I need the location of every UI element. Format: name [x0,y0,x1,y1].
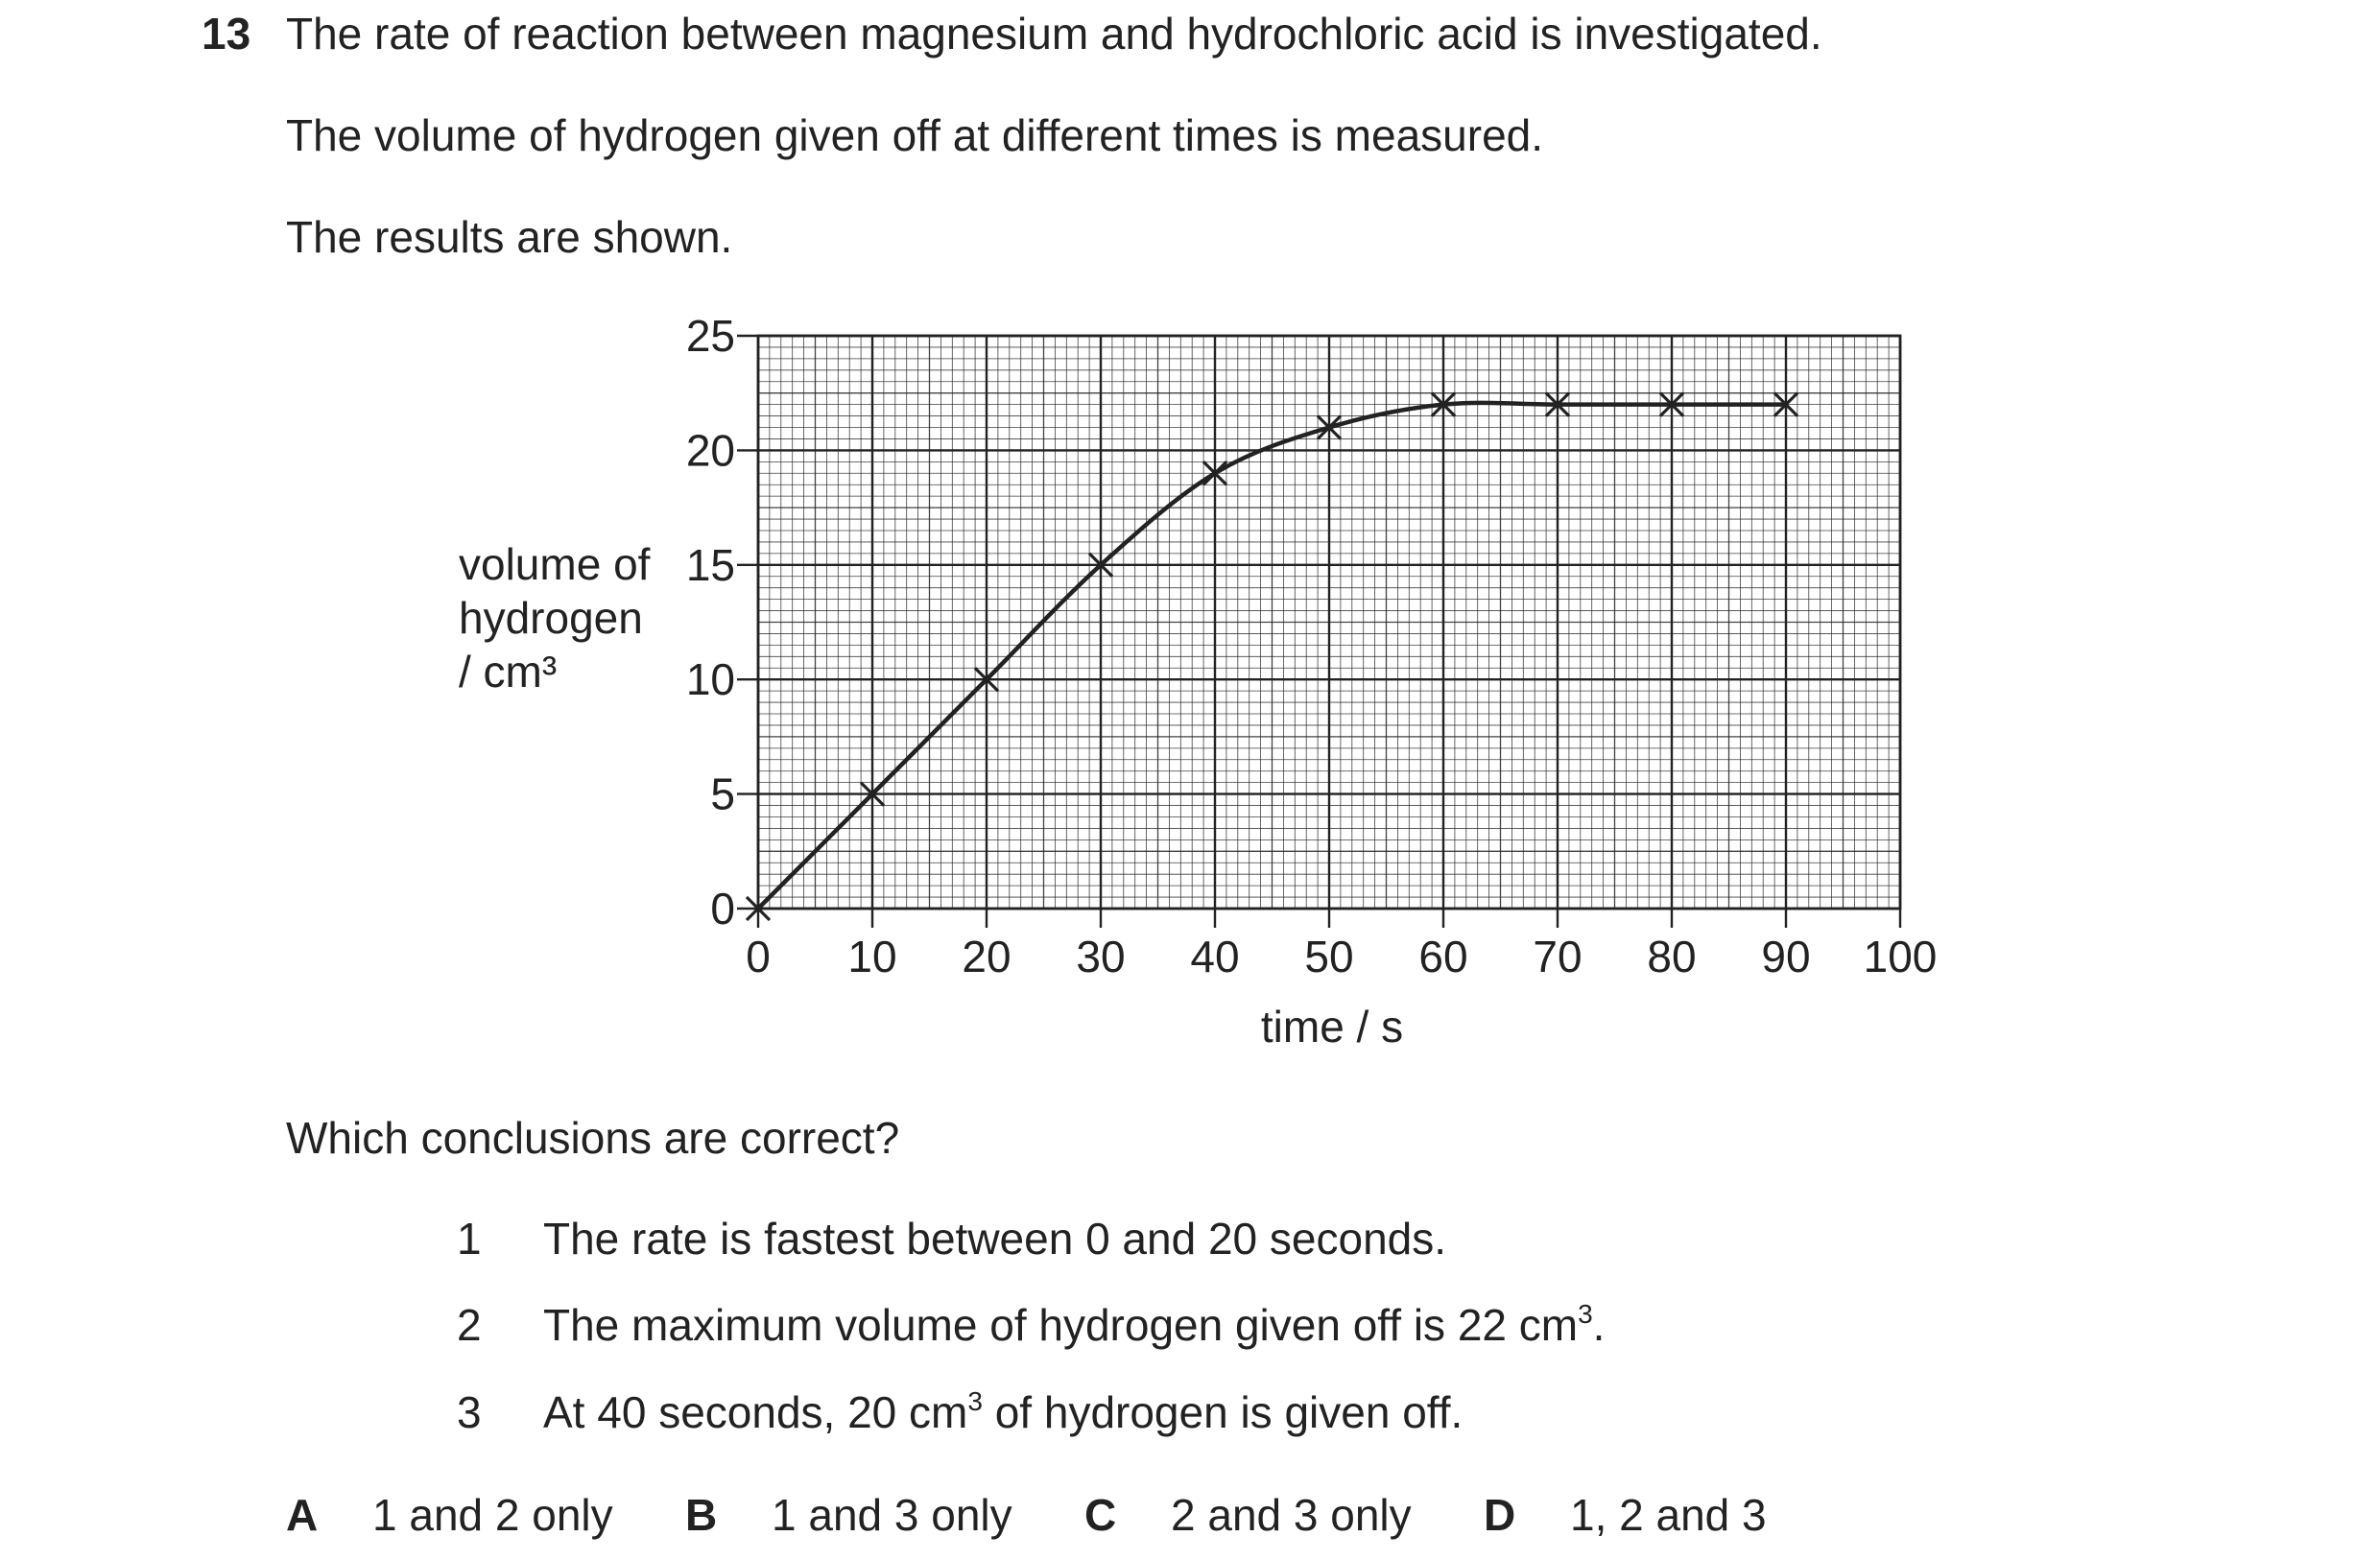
x-tick-label: 40 [1190,932,1240,981]
question-prompt: Which conclusions are correct? [286,1113,900,1163]
question-intro: The rate of reaction between magnesium and hydrochloric acid is investigated. [286,9,1822,59]
option-b-letter[interactable]: B [685,1490,718,1540]
statement-number: 1 [457,1214,482,1264]
option-c-text[interactable]: 2 and 3 only [1171,1490,1412,1540]
y-axis-label-line-1: volume of [459,539,651,589]
y-tick-label: 10 [685,654,735,705]
x-tick-label: 10 [847,932,897,981]
statement-number: 3 [457,1387,482,1437]
question-line-3: The results are shown. [286,212,733,262]
x-tick-label: 70 [1533,932,1583,981]
y-tick-label: 25 [685,311,735,361]
chart-axes [737,336,1900,928]
statement-number: 2 [457,1300,482,1350]
question-line-2: The volume of hydrogen given off at different times is measured. [286,110,1544,160]
x-tick-label: 80 [1647,932,1697,981]
y-tick-label: 15 [685,539,735,590]
x-tick-label: 90 [1761,932,1811,981]
y-axis-label-line-2: hydrogen [459,593,643,643]
chart-tick-labels [686,311,1938,981]
option-a-text[interactable]: 1 and 2 only [372,1490,613,1540]
y-tick-label: 5 [710,768,735,819]
x-tick-label: 30 [1076,932,1126,981]
chart-grid [758,336,1900,909]
x-tick-label: 20 [962,932,1012,981]
y-tick-label: 0 [710,884,735,934]
y-axis-label-line-3: / cm³ [459,647,558,697]
option-d-letter[interactable]: D [1484,1490,1516,1540]
x-tick-label: 50 [1304,932,1354,981]
x-tick-label: 100 [1863,932,1938,981]
chart-axis-labels [459,539,1403,1052]
y-tick-label: 20 [685,425,735,476]
option-b-text[interactable]: 1 and 3 only [772,1490,1012,1540]
x-tick-label: 60 [1418,932,1468,981]
option-d-text[interactable]: 1, 2 and 3 [1570,1490,1767,1540]
statement-text: The rate is fastest between 0 and 20 seconds. [543,1214,1447,1264]
statement-text: At 40 seconds, 20 $cm^3$ of hydrogen is given off. [543,1386,1464,1437]
statement-text: The maximum volume of hydrogen given off is 22 $cm^3$. [543,1299,1606,1350]
option-a-letter[interactable]: A [286,1490,319,1540]
option-c-letter[interactable]: C [1084,1490,1117,1540]
x-axis-label: time / s [1260,1002,1404,1052]
question-number: 13 [202,9,251,59]
x-tick-label: 0 [746,932,771,981]
